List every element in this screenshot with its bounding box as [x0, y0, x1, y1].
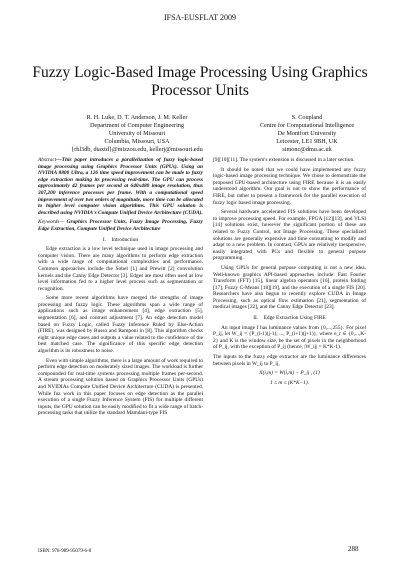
section-heading-introduction: I. Introduction [102, 236, 139, 243]
equation-2: 1 ≤ m ≤ (K*K−1). [269, 379, 310, 386]
abstract-text: —This paper introduces a parallelization of fuzzy logic-based image processing using Graphics Processor Units (GPUs). Using an NVIDIA 8800 Ultra, a 126 time speed improvement can be made to fuzzy edge extraction making its processing real-time. The GPU can process approximately 42 frames per second at 640x480 image resolution, thus 307,200 inference processes per frame. With a computational speed improvement of over two orders of magnitude, more time can be allocated to higher level computer vision algorithms. This GPU solution is described using NVIDIA's Compute Unified Device Architecture (CUDA). [38, 157, 203, 216]
author-city: Columbia, Missouri, USA [104, 138, 170, 145]
paragraph: The inputs to the fuzzy edge extractor are the luminance differences between pixels in W_ij to P_ij, [213, 354, 366, 367]
paragraph: Some more recent algorithms have merged the strengths of image processing and fuzzy logic. These algorithms span a wide range of applications such as image enhancement [4], edge extraction [5], segmentation [6], and contrast adjustment [7]. An edge detection model based on Fuzzy Logic, called Fuzzy Inference Ruled by Else-Action (FIRE), was designed by Russo and Ramponi in [8]. This algorithm checks eight unique edge cases and outputs a value related to the confidence of the best matched case. The significance of this specific edge detection algorithm is its robustness to noise. [38, 295, 203, 355]
abstract-label: Abstract [38, 157, 57, 163]
paragraph: Edge extraction is a low level technique used in image processing and computer vision. There are many algorithms to perform edge extraction with a wide range of computational complexities and performance. Common approaches include the Sobel [1] and Prewitt [2] convolution kernels and the Canny Edge Detector [3]. Edges are most often used as low level information fed to a higher level process such as segmentation or recognition. [38, 246, 203, 292]
paragraph: Using GPUs for general purpose computing is not a new idea. Well-known graphics API-based approaches include: Fast Fourier Transform (FFT) [15], linear algebra operators [16], protein folding [17], Fuzzy C-Means [18][19], and the execution of a single FIS [20]. Researchers have also begun to recently explore CUDA in Image Processing, such as optical flow estimation [21], segmentation of medical images [22], and the Canny Edge Detector [23]. [213, 264, 366, 311]
left-column [38, 157, 203, 420]
equation-1: X(i,m) = W(i,m) − P_ij , (1) [259, 370, 320, 377]
author-dept: Department of Computer Engineering [90, 122, 184, 129]
keywords-text: Graphics Processor Units, Fuzzy Image Processing, Fuzzy Edge Extraction, Compute Unified Device Architecture [38, 219, 203, 232]
isbn-footer: ISBN: 978-989-95079-6-8 [38, 549, 92, 554]
author-dept: Centre for Computational Intelligence [259, 122, 355, 129]
author-block-left [62, 114, 212, 154]
author-names: S. Coupland [291, 114, 323, 121]
author-email: {rhl3db, dtaxtd}@mizzou.edu, kellerj@missouri.edu [71, 146, 203, 153]
section-heading-fire: II. Edge Extraction Using FIRE [253, 315, 326, 322]
author-names: R. H. Luke, D. T. Anderson, J. M. Keller [86, 114, 188, 121]
page-number: 288 [348, 545, 359, 553]
paragraph: [9][10][11]. The system's extension is discussed in a later section. [213, 157, 355, 163]
paper-title: Fuzzy Logic-Based Image Processing Using Graphics Processor Units [32, 64, 368, 99]
paragraph: An input image I has luminance values from {0,...,255}. For pixel P_ij, let W_ij = {P_(i-1)(j-1), ..., P_(i+1)(j+1)}, where e_r ∈ {0,...,K-2} and K is the window size, be the set of pixels in the neighborhood of P_ij, with the exception of P_ij (hence, |W_ij| = K*K-1). [213, 324, 366, 351]
conference-header: IFSA-EUSFLAT 2009 [163, 13, 237, 22]
paragraph: Several hardware accelerated FIS solutions have been developed to improve processing speed. For example, FPGA [12][13], and VLSI [14] solutions exist, however the significant portion of these are related to Fuzzy Control, not Image Processing. These specialized solutions are generally expensive and time consuming to modify and adapt to a new problem. In contrast, GPUs are relatively inexpensive, easily integrated with PCs and flexible to general purpose programming. [213, 209, 366, 262]
paragraph: It should be noted that we could have implemented any fuzzy logic-based image processing technique. We chose to demonstrate the proposed GPU-based architecture using FIRE because it is an easily understood algorithm. Our goal is not to show the performance of FIRE, but rather to present a framework for the parallel execution of fuzzy logic based image processing. [213, 166, 366, 206]
abstract [38, 157, 203, 216]
paragraph: Even with simple algorithms, there is a large amount of work required to perform edge detection on moderately sized images. The workload is further compounded for real-time systems processing multiple frames per-second. A stream processing solution based on Graphics Processor Units (GPUs) and NVIDIAs Compute Unified Device Architecture (CUDA) is presented. While fuz work in this paper focuses on edge detection as the parallel execution of a single Fuzzy Inference System (FIS) for multiple different inputs, the GPU solution can be easily modified to fit a wide range of batch-processing tasks that utilize the standard Mamdani-type FIS [38, 357, 204, 417]
right-column [213, 157, 366, 389]
keywords-label: Keywords— [38, 219, 65, 226]
author-block-right [252, 114, 362, 154]
author-city: Leicester, LE1 9BH, UK [276, 138, 338, 145]
author-email: simonc@dmu.ac.uk [282, 146, 332, 153]
author-univ: De Montfort University [277, 130, 337, 137]
author-univ: University of Missouri [108, 130, 166, 137]
keywords [38, 219, 203, 232]
